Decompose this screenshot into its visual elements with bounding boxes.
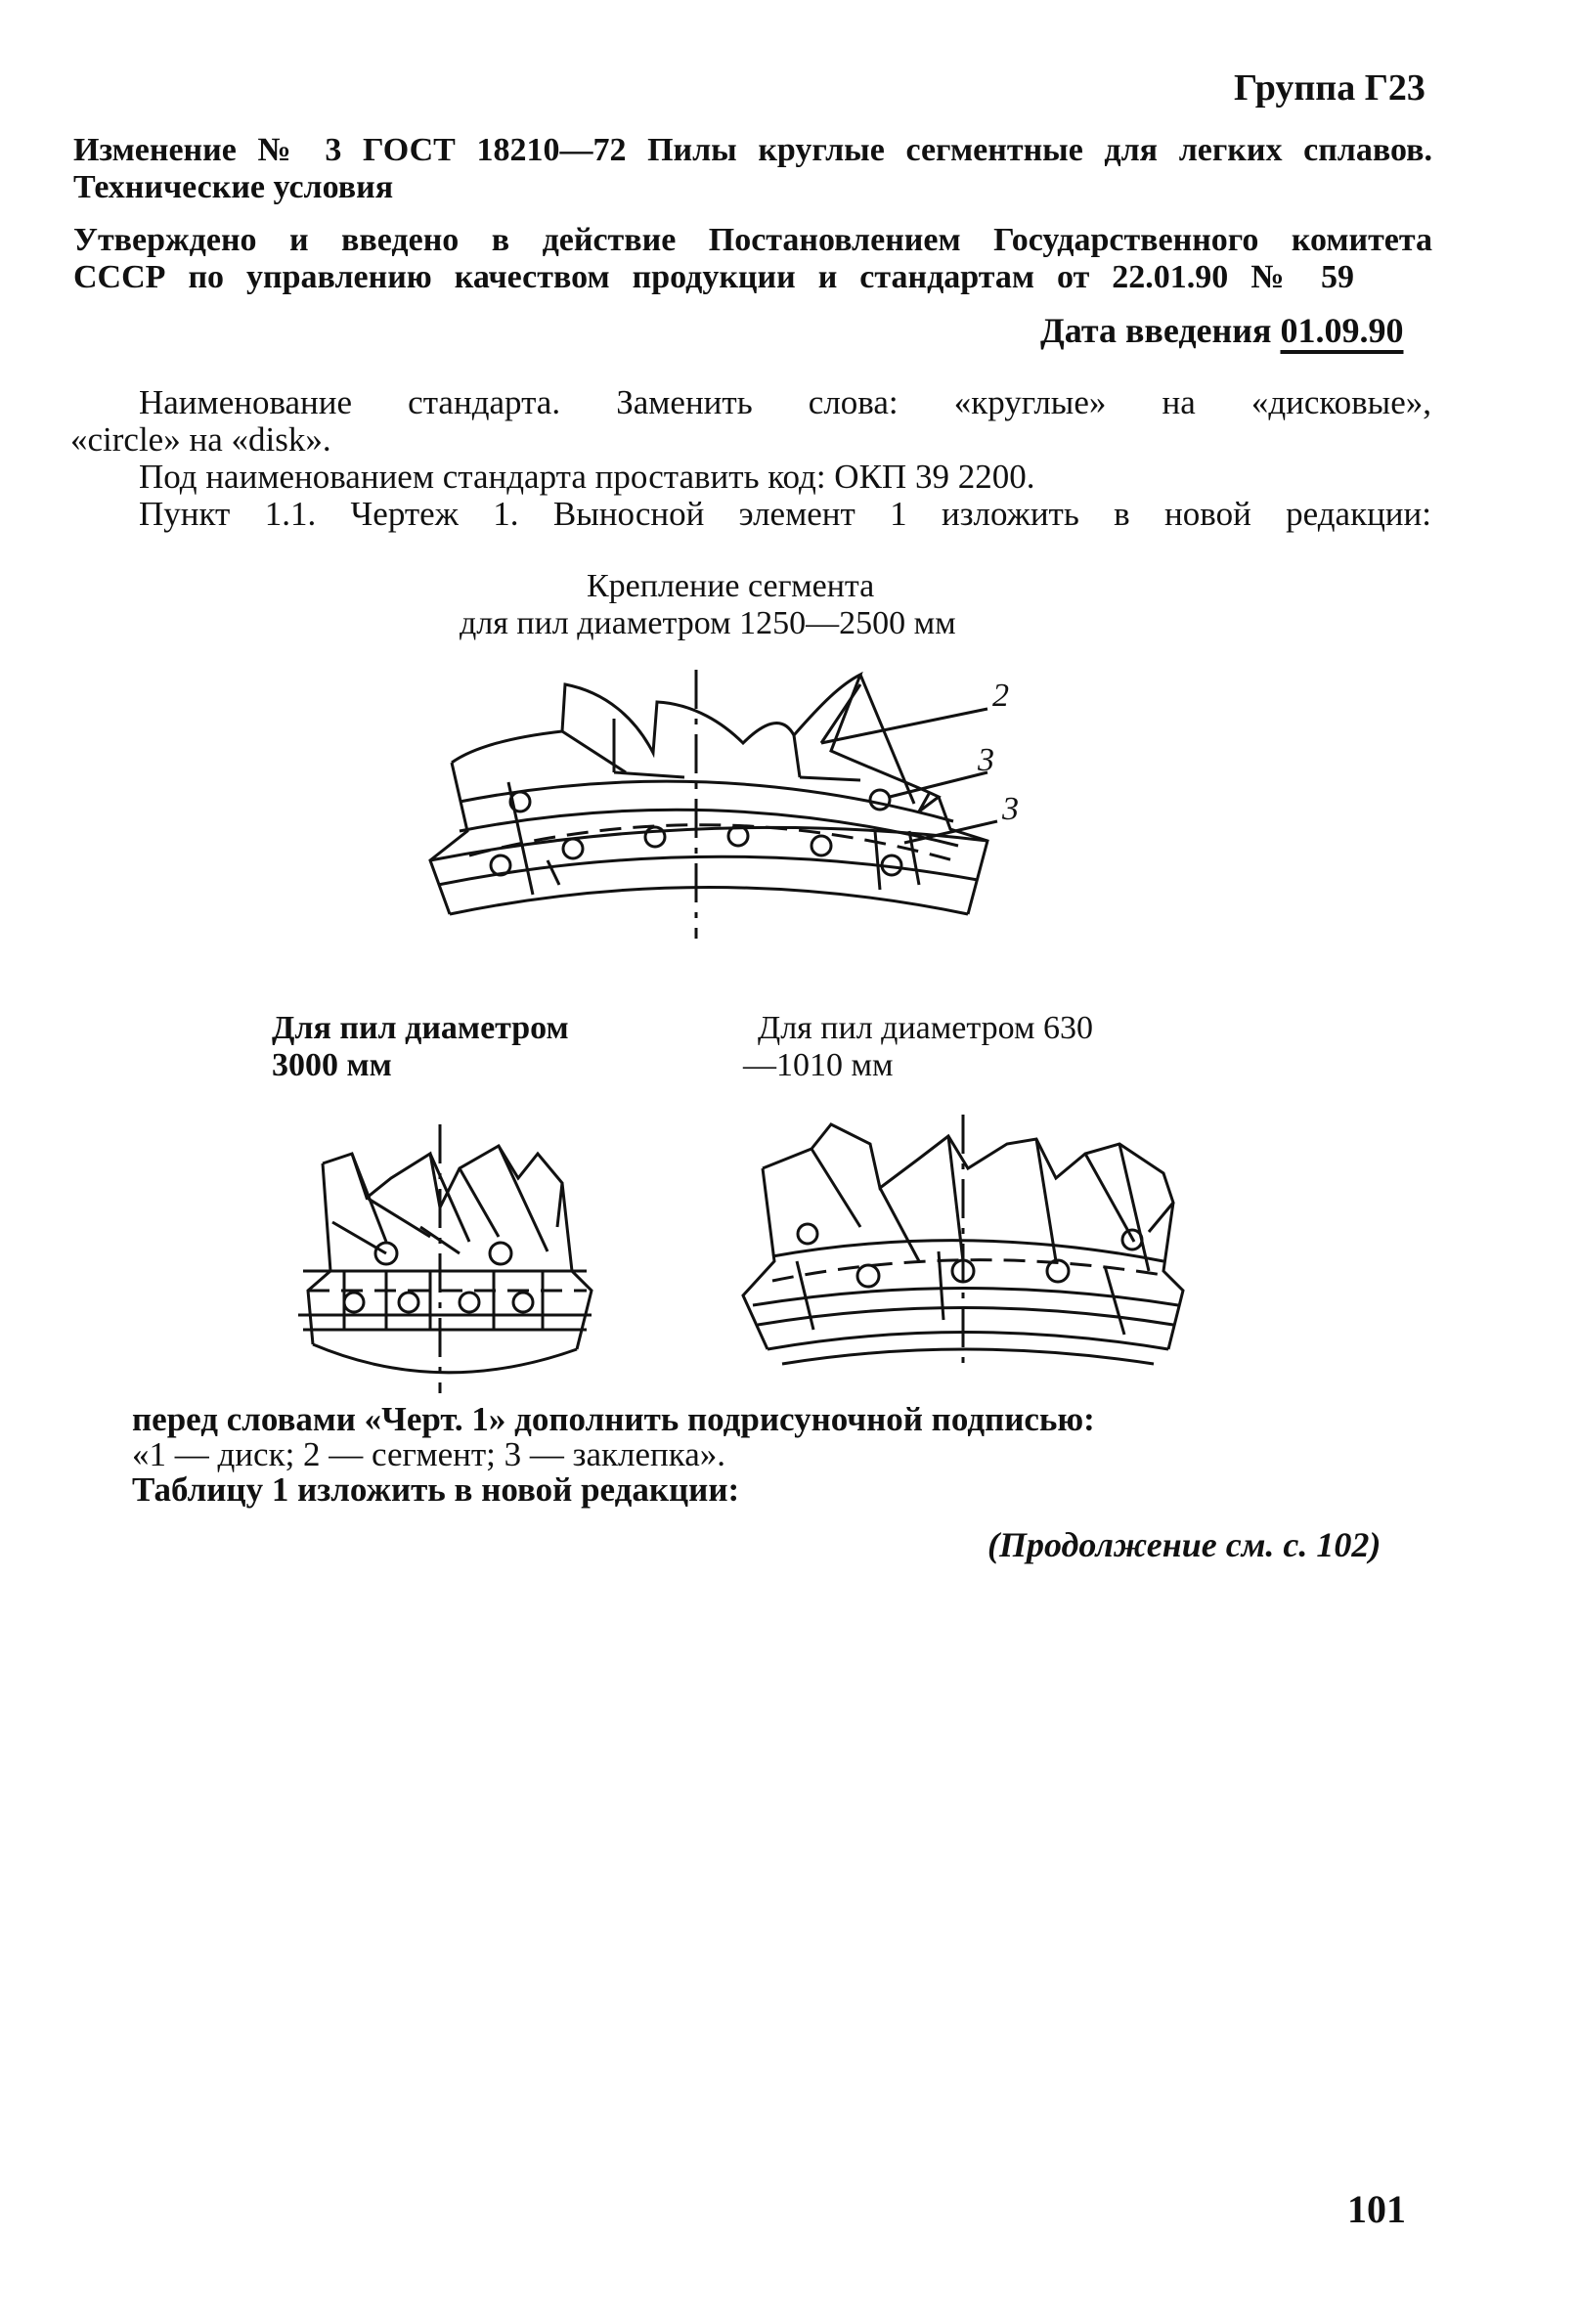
continuation-note: (Продолжение см. с. 102): [987, 1525, 1382, 1564]
figure-left-caption-line1: Для пил диаметром: [272, 1010, 569, 1046]
document-title-line1: Изменение № 3 ГОСТ 18210—72 Пилы круглые сегментные для легких сплавов.: [73, 132, 1432, 168]
callout-label-3b: 3: [1002, 791, 1019, 827]
approval-line2: СССР по управлению качеством продукции и стандартам от 22.01.90 № 59: [73, 259, 1354, 295]
caption-instruction-line2: «1 — диск; 2 — сегмент; 3 — заклепка».: [132, 1435, 725, 1473]
page-number: 101: [1347, 2187, 1406, 2231]
callout-label-3a: 3: [978, 742, 994, 778]
figure-right-caption-line1: Для пил диаметром 630: [758, 1010, 1093, 1046]
effective-date-label: Дата введения: [1040, 311, 1272, 350]
paragraph-rename-line2: «circle» на «disk».: [70, 420, 331, 459]
figure-main-caption-line1: Крепление сегмента: [587, 568, 875, 604]
group-code: Группа Г23: [1234, 67, 1425, 109]
effective-date-value: 01.09.90: [1280, 311, 1404, 350]
approval-line1: Утверждено и введено в действие Постановлением Государственного комитета: [73, 222, 1432, 258]
table-instruction: Таблицу 1 изложить в новой редакции:: [132, 1470, 740, 1509]
paragraph-rename-line1: Наименование стандарта. Заменить слова: «круглые» на «дисковые»,: [139, 383, 1431, 421]
figure-right-caption-line2: —1010 мм: [743, 1047, 894, 1083]
figure-left-caption-line2: 3000 мм: [272, 1047, 392, 1083]
document-title-line2: Технические условия: [73, 169, 394, 205]
paragraph-item-1-1: Пункт 1.1. Чертеж 1. Выносной элемент 1 изложить в новой редакции:: [139, 495, 1431, 533]
callout-label-2: 2: [992, 678, 1009, 714]
caption-instruction-line1: перед словами «Черт. 1» дополнить подрисуночной подписью:: [132, 1400, 1095, 1438]
paragraph-okp-code: Под наименованием стандарта проставить код: ОКП 39 2200.: [139, 458, 1035, 496]
figure-main-caption-line2: для пил диаметром 1250—2500 мм: [460, 605, 956, 641]
